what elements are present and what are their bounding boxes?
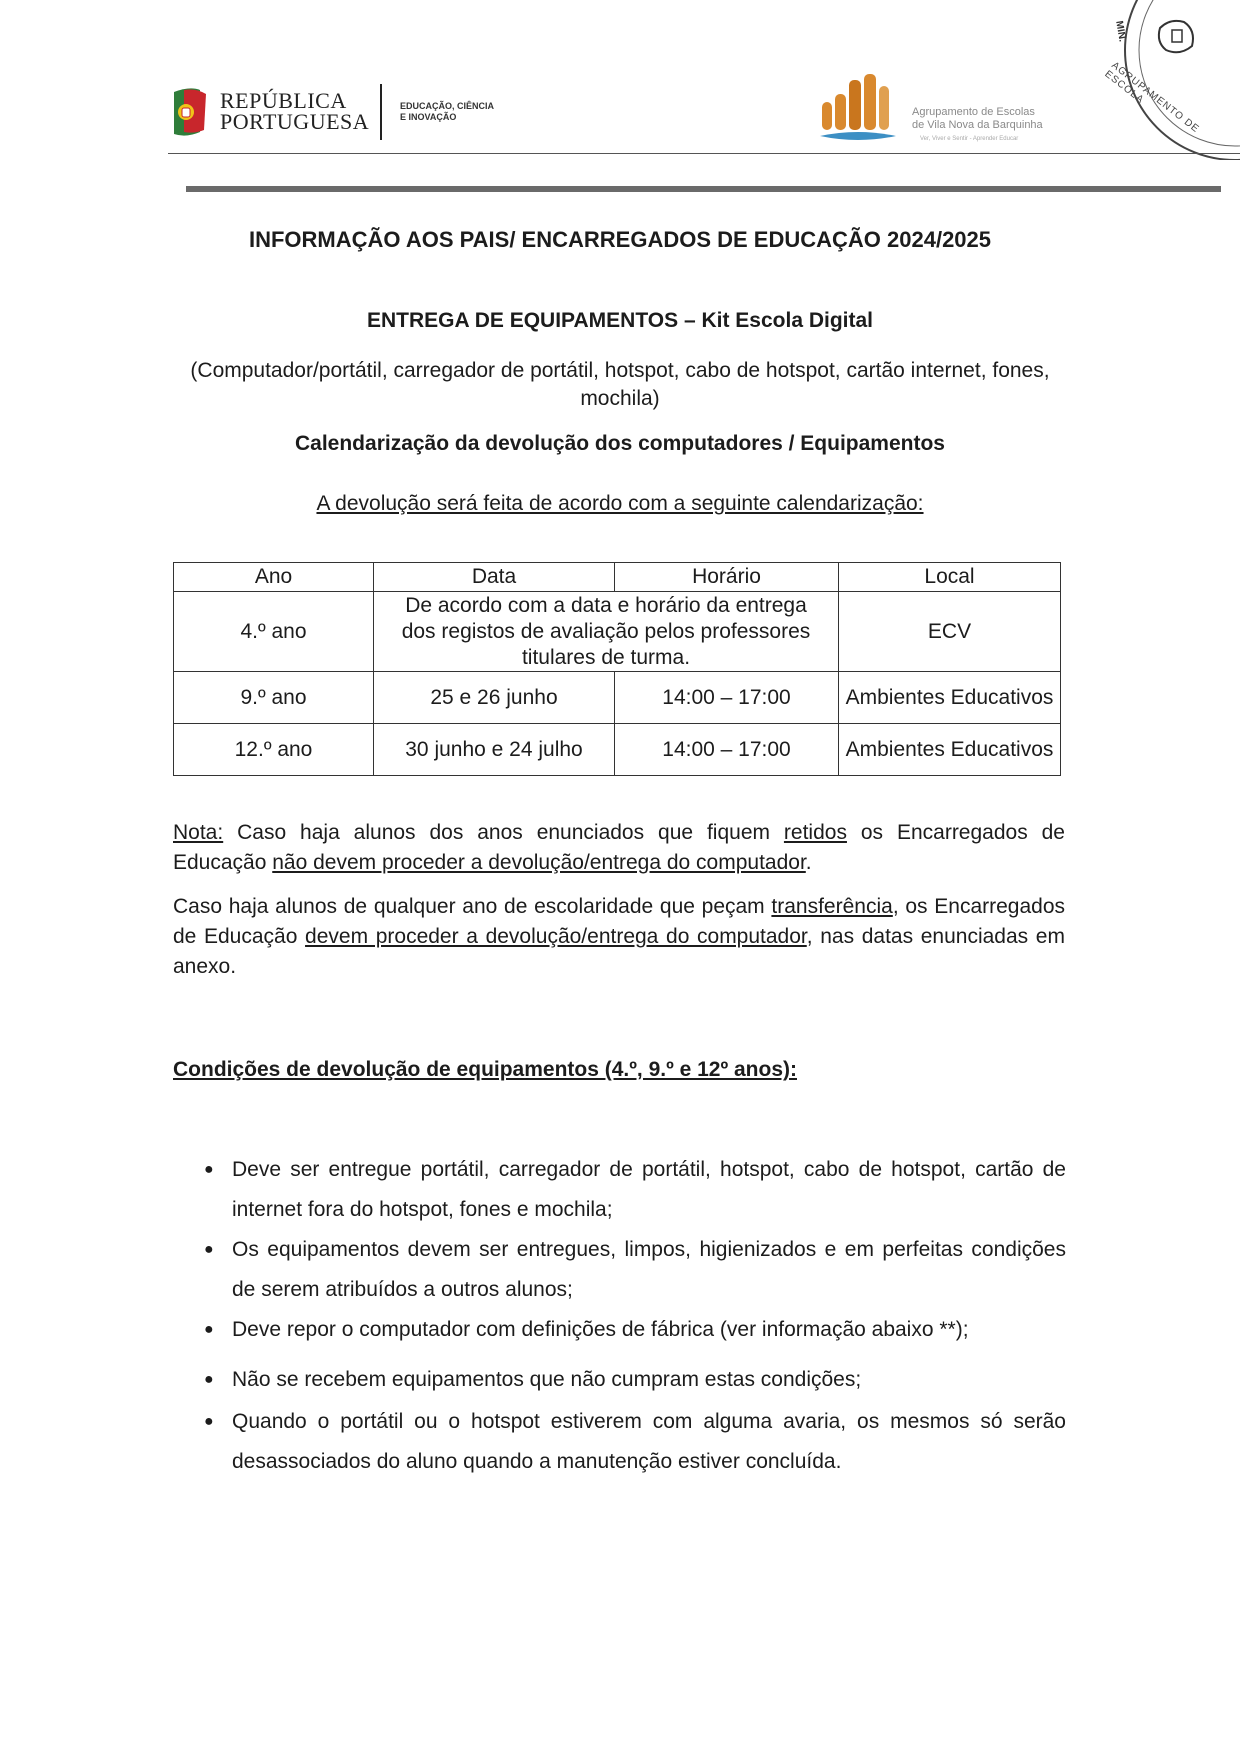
header-ano: Ano: [174, 563, 374, 592]
school-name-line2: de Vila Nova da Barquinha: [912, 119, 1043, 131]
header-rule-thin: [168, 153, 1240, 154]
note-label: Nota:: [173, 821, 224, 844]
cell-data: 25 e 26 junho: [374, 672, 615, 724]
condition-text: Deve ser entregue portátil, carregador de portátil, hotspot, cabo de hotspot, cartão de internet fora do hotspot, fones e mochila;: [232, 1158, 1066, 1221]
bullet-icon: ●: [204, 1161, 214, 1178]
note2-transferencia: transferência: [771, 895, 893, 918]
transfer-paragraph: [173, 892, 1065, 982]
condition-text: Deve repor o computador com definições de fábrica (ver informação abaixo **);: [232, 1318, 969, 1341]
cell-horario: 14:00 – 17:00: [615, 672, 839, 724]
header-rule-thick: [186, 186, 1221, 192]
school-logo-icon: [818, 70, 898, 150]
cell-local: ECV: [839, 592, 1061, 672]
note-text-3: .: [805, 851, 812, 874]
note-retidos: retidos: [783, 821, 847, 844]
school-motto: Ver, Viver e Sentir - Aprender Educar: [920, 136, 1019, 142]
cell-data-horario: De acordo com a data e horário da entrega dos registos de avaliação pelos professores titulares de turma.: [374, 592, 839, 672]
school-name-line1: Agrupamento de Escolas: [912, 106, 1035, 118]
calendar-heading: Calendarização da devolução dos computadores / Equipamentos: [295, 432, 945, 455]
equipment-list: (Computador/portátil, carregador de portátil, hotspot, cabo de hotspot, cartão internet, fones, mochila): [190, 359, 1050, 410]
condition-text: Não se recebem equipamentos que não cumpram estas condições;: [232, 1368, 862, 1391]
header-horario: Horário: [615, 563, 839, 592]
note2-text-1: Caso haja alunos de qualquer ano de escolaridade que peçam: [173, 895, 772, 918]
conditions-heading: Condições de devolução de equipamentos (4.º, 9.º e 12º anos):: [173, 1058, 797, 1081]
table-row: [174, 592, 1061, 672]
cell-local: Ambientes Educativos: [839, 724, 1061, 776]
table-row: [174, 672, 1061, 724]
note-nao-devem: não devem proceder a devolução/entrega do computador: [272, 851, 806, 874]
document-subtitle: ENTREGA DE EQUIPAMENTOS – Kit Escola Digital: [366, 309, 874, 332]
republica-label: REPÚBLICA: [220, 88, 347, 113]
list-item: [200, 1402, 1066, 1482]
cell-ano: 12.º ano: [174, 724, 374, 776]
stamp-top-text: MIN.: [1113, 20, 1128, 43]
schedule-table: [173, 562, 1061, 776]
cell-local: Ambientes Educativos: [839, 672, 1061, 724]
bullet-icon: ●: [204, 1371, 214, 1388]
stamp-arc-text: AGRUPAMENTO DE ESCOLA: [1102, 60, 1202, 136]
note-text-1: Caso haja alunos dos anos enunciados que fiquem: [223, 821, 784, 844]
ministry-line2: E INOVAÇÃO: [400, 112, 457, 122]
table-row: [174, 724, 1061, 776]
list-item: [200, 1360, 1066, 1400]
header-data: Data: [374, 563, 615, 592]
cell-ano: 9.º ano: [174, 672, 374, 724]
portuguesa-label: PORTUGUESA: [220, 109, 370, 134]
bullet-icon: ●: [204, 1413, 214, 1430]
note-paragraph: [173, 818, 1065, 878]
list-item: [200, 1310, 1066, 1350]
note2-devem: devem proceder a devolução/entrega do computador: [305, 925, 807, 948]
list-item: [200, 1150, 1066, 1230]
cell-horario: 14:00 – 17:00: [615, 724, 839, 776]
note2-text-3: , nas datas enunciadas em anexo.: [173, 925, 1065, 978]
document-title: INFORMAÇÃO AOS PAIS/ ENCARREGADOS DE EDUCAÇÃO 2024/2025: [248, 227, 992, 252]
header-local: Local: [839, 563, 1061, 592]
note-text-2: os Encarregados de Educação: [173, 821, 1065, 874]
bullet-icon: ●: [204, 1241, 214, 1258]
bullet-icon: ●: [204, 1321, 214, 1338]
table-header-row: [174, 563, 1061, 592]
condition-text: Quando o portátil ou o hotspot estiverem com alguma avaria, os mesmos só serão desassociados do aluno quando a manutenção estiver concluída.: [232, 1410, 1066, 1473]
note2-text-2: , os Encarregados de Educação: [173, 895, 1066, 948]
conditions-list: [200, 1150, 1066, 1482]
calendar-intro: A devolução será feita de acordo com a seguinte calendarização:: [316, 492, 924, 515]
header-separator: [380, 84, 382, 140]
ministry-line1: EDUCAÇÃO, CIÊNCIA: [400, 101, 495, 111]
republica-portuguesa-emblem-icon: [170, 86, 210, 140]
page-header: [0, 0, 1240, 200]
list-item: [200, 1230, 1066, 1310]
cell-ano: 4.º ano: [174, 592, 374, 672]
condition-text: Os equipamentos devem ser entregues, limpos, higienizados e em perfeitas condições de serem atribuídos a outros alunos;: [232, 1238, 1066, 1301]
cell-data: 30 junho e 24 julho: [374, 724, 615, 776]
